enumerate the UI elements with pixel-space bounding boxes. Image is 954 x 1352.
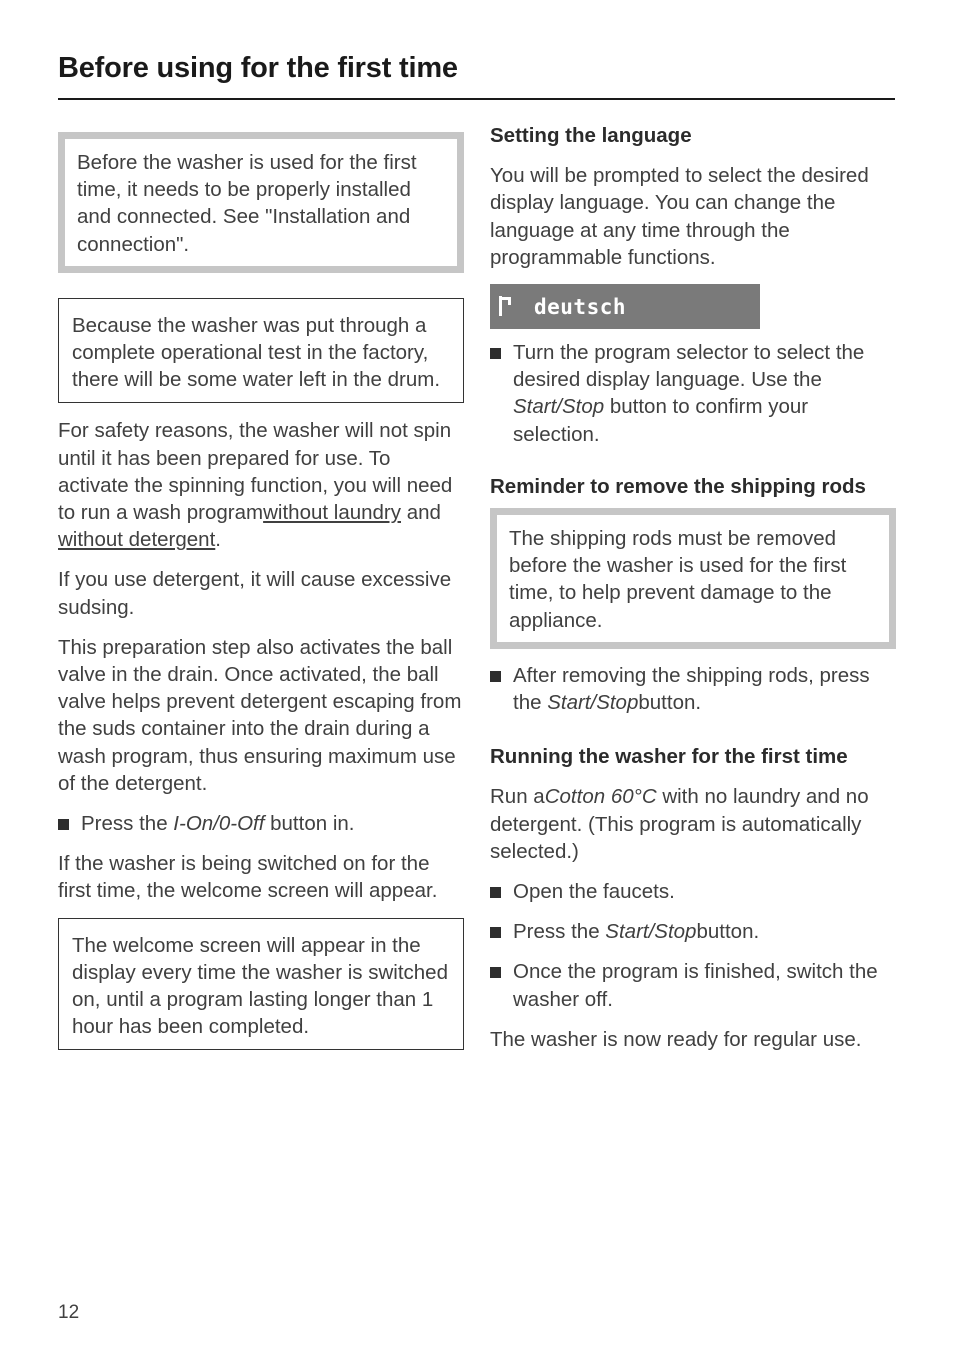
installation-note-text: Before the washer is used for the first time, it needs to be properly installed and connected. See "Installation and connection". xyxy=(77,151,417,256)
heading-setting-language: Setting the language xyxy=(490,124,692,147)
safety-paragraph xyxy=(58,417,464,553)
installation-note-box xyxy=(58,132,464,273)
bullet-select-language xyxy=(490,339,896,448)
welcome-note-box xyxy=(58,918,464,1051)
ball-valve-paragraph: This preparation step also activates the ball valve in the drain. Once activated, the ball valve helps prevent detergent escaping from the suds container into the drain during a wash program, thus ensuring maximum use of the detergent. xyxy=(58,635,462,795)
bullet-press-start xyxy=(490,918,896,945)
bullet-text-end: button. xyxy=(696,920,760,944)
bullet-text: Press the xyxy=(513,920,606,944)
bullet-switch-off xyxy=(490,958,896,1012)
start-stop-button-name: Start/Stop xyxy=(605,920,697,944)
bullet-square-icon xyxy=(490,887,501,898)
page-title: Before using for the first time xyxy=(58,52,458,84)
run-text-end: with no laundry and no detergent. (This program is automatically selected.) xyxy=(490,785,869,863)
language-paragraph: You will be prompted to select the desired display language. You can change the language at any time through the programmable functions. xyxy=(490,164,869,269)
page-number: 12 xyxy=(58,1302,80,1323)
bullet-open-faucets xyxy=(490,878,896,905)
bullet-text-end: button. xyxy=(638,691,702,715)
shipping-rods-note-box xyxy=(490,508,896,649)
start-stop-button-name: Start/Stop xyxy=(513,395,605,419)
bullet-press-start-rods xyxy=(490,662,896,716)
water-note-text: Because the washer was put through a complete operational test in the factory, there will be some water left in the drum. xyxy=(72,313,441,392)
safety-end-text: . xyxy=(215,528,221,552)
bullet-square-icon xyxy=(490,671,501,682)
water-note-box xyxy=(58,298,464,404)
run-paragraph xyxy=(490,783,896,865)
detergent-warning: If you use detergent, it will cause excessive sudsing. xyxy=(58,568,452,619)
ready-paragraph: The washer is now ready for regular use. xyxy=(490,1027,862,1051)
bullet-text: Turn the program selector to select the desired display language. Use the xyxy=(513,341,865,392)
title-divider xyxy=(58,98,895,100)
run-text: Run a xyxy=(490,785,545,809)
bullet-text: After removing the shipping rods, press the xyxy=(513,663,870,715)
without-laundry-link: without laundry xyxy=(263,501,401,525)
bullet-square-icon xyxy=(490,967,501,978)
shipping-rods-note-text: The shipping rods must be removed before the washer is used for the first time, to help prevent damage to the appliance. xyxy=(509,527,847,632)
left-column xyxy=(58,132,464,1050)
safety-and-text: and xyxy=(401,501,441,525)
bullet-press-power xyxy=(58,810,464,837)
program-name: Cotton 60°C xyxy=(544,785,657,809)
display-screen xyxy=(490,284,760,329)
heading-running-first-time: Running the washer for the first time xyxy=(490,745,848,769)
bullet-text: Open the faucets. xyxy=(513,880,675,904)
display-language-text: deutsch xyxy=(534,295,627,320)
bullet-text-end: button in. xyxy=(264,812,355,836)
bullet-text: Once the program is finished, switch the washer off. xyxy=(513,960,878,1011)
right-column xyxy=(490,122,896,1066)
without-detergent-link: without detergent xyxy=(58,528,216,552)
power-button-name: I-On/0-Off xyxy=(173,812,265,836)
welcome-note-text: The welcome screen will appear in the display every time the washer is switched on, until a program lasting longer than 1 hour has been completed. xyxy=(72,933,448,1039)
bullet-square-icon xyxy=(58,819,69,830)
flag-icon xyxy=(498,296,514,316)
start-stop-button-name: Start/Stop xyxy=(547,691,639,715)
welcome-intro-paragraph: If the washer is being switched on for the first time, the welcome screen will appear. xyxy=(58,852,438,903)
bullet-square-icon xyxy=(490,927,501,938)
bullet-square-icon xyxy=(490,348,501,359)
bullet-text-end: button to confirm your selection. xyxy=(513,395,809,446)
safety-text: For safety reasons, the washer will not spin until it has been prepared for use. To activate the spinning function, you will need to run a wash program xyxy=(58,419,453,525)
bullet-text: Press the xyxy=(81,812,174,836)
heading-shipping-rods: Reminder to remove the shipping rods xyxy=(490,474,866,498)
